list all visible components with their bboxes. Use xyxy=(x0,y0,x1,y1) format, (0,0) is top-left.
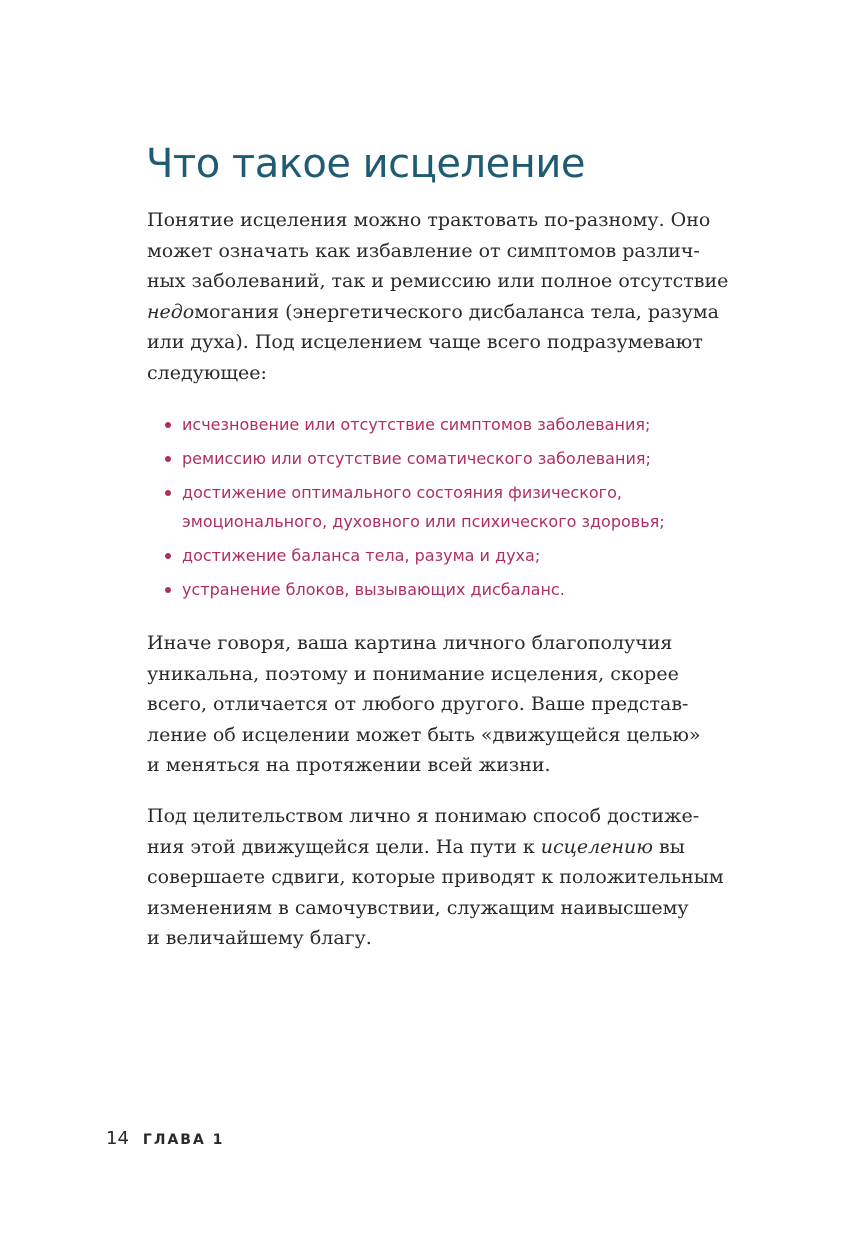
list-item-text: исчезновение или отсутствие симптомов заболевания; xyxy=(182,415,651,434)
text-fragment: могания (энергетического дисбаланса тела, разума xyxy=(194,300,720,323)
text-line: Иначе говоря, ваша картина личного благополучия xyxy=(147,632,673,654)
bullet-dot-icon xyxy=(165,456,171,462)
list-item-text: эмоционального, духовного или психического здоровья; xyxy=(182,512,665,531)
page-title: Что такое исцеление xyxy=(146,141,585,187)
list-item xyxy=(165,575,665,604)
text-line: и величайшему благу. xyxy=(147,927,372,949)
healing-definitions-list xyxy=(165,410,665,609)
text-line xyxy=(147,832,724,863)
list-item xyxy=(165,444,665,473)
list-item-text: ремиссию или отсутствие соматического заболевания; xyxy=(182,449,651,468)
list-item xyxy=(165,410,665,439)
list-item-text: достижение баланса тела, разума и духа; xyxy=(182,546,541,565)
text-fragment: вы xyxy=(653,835,685,858)
page-footer xyxy=(106,1128,224,1149)
bullet-dot-icon xyxy=(165,587,171,593)
text-line: ление об исцелении может быть «движущейся целью» xyxy=(147,723,701,746)
list-item-text: достижение оптимального состояния физического, xyxy=(182,483,622,502)
text-line: и меняться на протяжении всей жизни. xyxy=(147,754,551,776)
paragraph-intro xyxy=(147,205,728,388)
paragraph-personal-wellbeing xyxy=(147,628,701,781)
text-line: Под целительством лично я понимаю способ достиже- xyxy=(147,805,700,827)
text-line: Понятие исцеления можно трактовать по-разному. Оно xyxy=(147,209,711,231)
text-line: следующее: xyxy=(147,361,267,384)
text-line: уникальна, поэтому и понимание исцеления, скорее xyxy=(147,662,679,685)
list-item xyxy=(165,478,665,536)
text-line: ных заболеваний, так и ремиссию или полное отсутствие xyxy=(147,270,729,292)
italic-word: исцелению xyxy=(540,835,653,858)
text-line xyxy=(147,297,728,328)
page-number: 14 xyxy=(106,1128,129,1149)
text-line: может означать как избавление от симптомов различ- xyxy=(147,239,700,262)
paragraph-healing-practice xyxy=(147,801,724,954)
bullet-dot-icon xyxy=(165,422,171,428)
text-line: или духа). Под исцелением чаще всего подразумевают xyxy=(147,331,703,353)
text-line: всего, отличается от любого другого. Ваше представ- xyxy=(147,693,689,715)
chapter-label: ГЛАВА 1 xyxy=(142,1132,225,1148)
bullet-dot-icon xyxy=(165,553,171,559)
list-item xyxy=(165,541,665,570)
bullet-dot-icon xyxy=(165,490,171,496)
text-line: совершаете сдвиги, которые приводят к положительным xyxy=(147,866,724,888)
italic-word: недо xyxy=(147,300,195,323)
list-item-text: устранение блоков, вызывающих дисбаланс. xyxy=(182,580,565,599)
text-line: изменениям в самочувствии, служащим наивысшему xyxy=(147,896,689,919)
text-fragment: ния этой движущейся цели. На пути к xyxy=(147,835,541,858)
